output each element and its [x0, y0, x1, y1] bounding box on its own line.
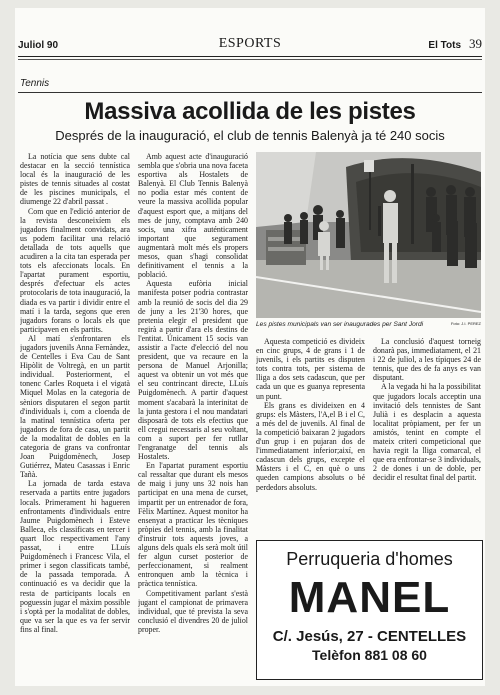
- article-column-3: [256, 337, 365, 524]
- photo-credit: Foto: J.I. PEREZ: [450, 321, 481, 326]
- article-subtitle: Després de la inauguració, el club de tennis Balenyà ja té 240 socis: [55, 128, 445, 143]
- article-column-4: [373, 337, 481, 524]
- paragraph: La notícia que sens dubte cal destacar en la secció tennística local és la inauguració de les pistes de tennis situades al costat de les piscines municipals, el diumenge 22 d'abril passat .: [20, 152, 130, 207]
- paragraph: En l'apartat purament esportiu cal ressaltar que durant els mesos de maig i juny uns 32 nois han participat en una mena de curset, impartit per un entrenador de fora, Fèlix Martínez. Aquest monitor ha ensenyat a practicar les tècniques pròpies del tennis, amb la finalitat d'instruir tots aquests joves, a alguns dels quals els serà molt útil fer algun curset posterior de perfeccionament, si realment entronquen amb la tècnica i pràctica tennística.: [138, 461, 248, 589]
- category-rule: [18, 92, 482, 93]
- category-label: Tennis: [20, 78, 50, 89]
- paragraph: La conclusió d'aquest torneig donarà pas, immediatament, el 21 i 22 de juliol, a les típiques 24 de tennis, que des de fa anys es van disputant.: [373, 337, 481, 383]
- paragraph: Amb aquest acte d'inauguració sembla que s'obria una nova faceta esportiva als Hostalets de Balenyà. El Club Tennis Balenyà no podia estar més content de veure la massiva acollida popular d'aquest esport que, a mitjans del mes de juny, comptava amb 240 socis, una xifra auténticament important que segurament augmentarà molt més els propers mesos, quan s'hagi consolidat definitivament el tennis a la població.: [138, 152, 248, 280]
- issue-date: Juliol 90: [18, 40, 59, 51]
- header-rule: [18, 59, 482, 60]
- paragraph: Al matí s'enfrontaren els jugadors juvenils Anna Fernàndez, de Centelles i Eva Cau de Sant Hipòlit de Voltregà, en un partit individual. Posteriorment, el tonenc Carles Roqueta i el vigatà Miquel Molas en la categoria de sèniors disputaren el segon partit d'individuals i, com a cloenda de la matinal tennística oferta per jugadors de fora de casa, un partit de la modalitat de dobles en la categoria de grans va confrontar Joan Puigdomènech, Josep Gutiérrez, Mateu Casassas i Enric Tañà.: [20, 333, 130, 480]
- photo-illustration: [256, 152, 481, 318]
- ad-business-type: Perruqueria d'homes: [286, 549, 453, 569]
- photo-caption: Les pistes municipals van ser inaugurades per Sant Jordi: [256, 321, 424, 328]
- article-column-1: [20, 152, 130, 662]
- paragraph: Competitivament parlant s'està jugant el campionat de primavera individual, que té prevista la seva conclusió el divendres 20 de juliol proper.: [138, 588, 248, 634]
- paragraph: Com que en l'edició anterior de la revista desconeixíem els jugadors finalment convidats, ara us podem facilitar una relació detallada de tots aquells que acudiren a la cita tan esperada per tots els afeccionats locals. En l'apartat purament esportiu, després d'efectuar els actes protocolaris de tota inauguració, la diada es va partir i dividir entre el matí i la tarda, segons que eren jugadors forans o locals els que participaven en els partits.: [20, 206, 130, 334]
- paragraph: A la vegada hi ha la possibilitat que jugadors locals acceptin una invitació dels tennistes de Sant Julià i es desplacin a aquesta localitat pròpiament, per fer un amistós, tenint en compte el mateix criteri competicional que havia regit la lliga comarcal, el que era enfrontar-se 3 individuals, 2 de dones i un de doble, per decidir el resultat final del partit.: [373, 382, 481, 483]
- paragraph: La jornada de tarda estava reservada a partits entre jugadors locals. Primerament hi hagueren enfrontaments d'individuals entre Jaume Puigdomènech i Esteve Balleca, els classificats en tercer i quart lloc respectivament l'any passat, i entre LLuís Puigdomènech i Francesc Vila, el primer i segon classificats també, de la passada temporada. A continuació es va decidir que la resta de participants locals en poguessin jugar el màxim possible i s'optà per la modalitat de dobles, que va ser la que es va fer servir fins al final.: [20, 479, 130, 634]
- page-header: [18, 36, 482, 57]
- publication-name: El Tots: [428, 40, 461, 51]
- paragraph: Aquesta competició es divideix en cinc grups, 4 de grans i 1 de juvenils, i els partits es disputen tots contra tots, per sistema de lliga a dos sets cadascun, que per cada un que es guanya representa un punt.: [256, 337, 365, 401]
- article-title: Massiva acollida de les pistes: [84, 98, 416, 125]
- ad-address: C/. Jesús, 27 - CENTELLES: [272, 628, 467, 645]
- section-title: ESPORTS: [218, 36, 282, 51]
- paragraph: Aquesta eufòria inicial manifesta potser podria contrastar amb la reunió de socis del dia 29 de juny a les 21'30 hores, que pretenia elegir el president que regirà a partir d'ara els destins de l'entitat. Únicament 15 socis van assistir a l'acte d'elecció del nou president, que va recaure en la persona de Manuel Arjonilla; aquest va obtenir un vot més que el seu contrincant directe, LLuís Puigdomènech. A partir d'aquest moment s'acabarà la interinitat de la junta gestora i el nou mandatari disposarà de tots els efectius que ell cregui necessaris al seu voltant, com a suport per fer rutllar l'engranatge del tennis als Hostalets.: [138, 279, 248, 462]
- paragraph: Els grans es divideixen en 4 grups: els Màsters, l'A,el B i el C, a més del de juvenils. Al final de la competició baixaran 2 jugadors d'un grup i en pujaran dos de l'immediatament inferior;així, en cadascun dels grups, excepte el Màsters i el C, en què o uns queden campions absoluts o bé perdedors absoluts.: [256, 400, 365, 492]
- ad-phone: Telèfon 881 08 60: [312, 647, 427, 663]
- barbershop-advertisement: [256, 540, 483, 680]
- ad-business-name: MANEL: [288, 573, 451, 622]
- page-number: 39: [469, 36, 482, 51]
- photo-caption-row: [256, 321, 481, 328]
- article-column-2: [138, 152, 248, 662]
- tennis-court-photo: [256, 152, 481, 318]
- header-right: [428, 36, 482, 52]
